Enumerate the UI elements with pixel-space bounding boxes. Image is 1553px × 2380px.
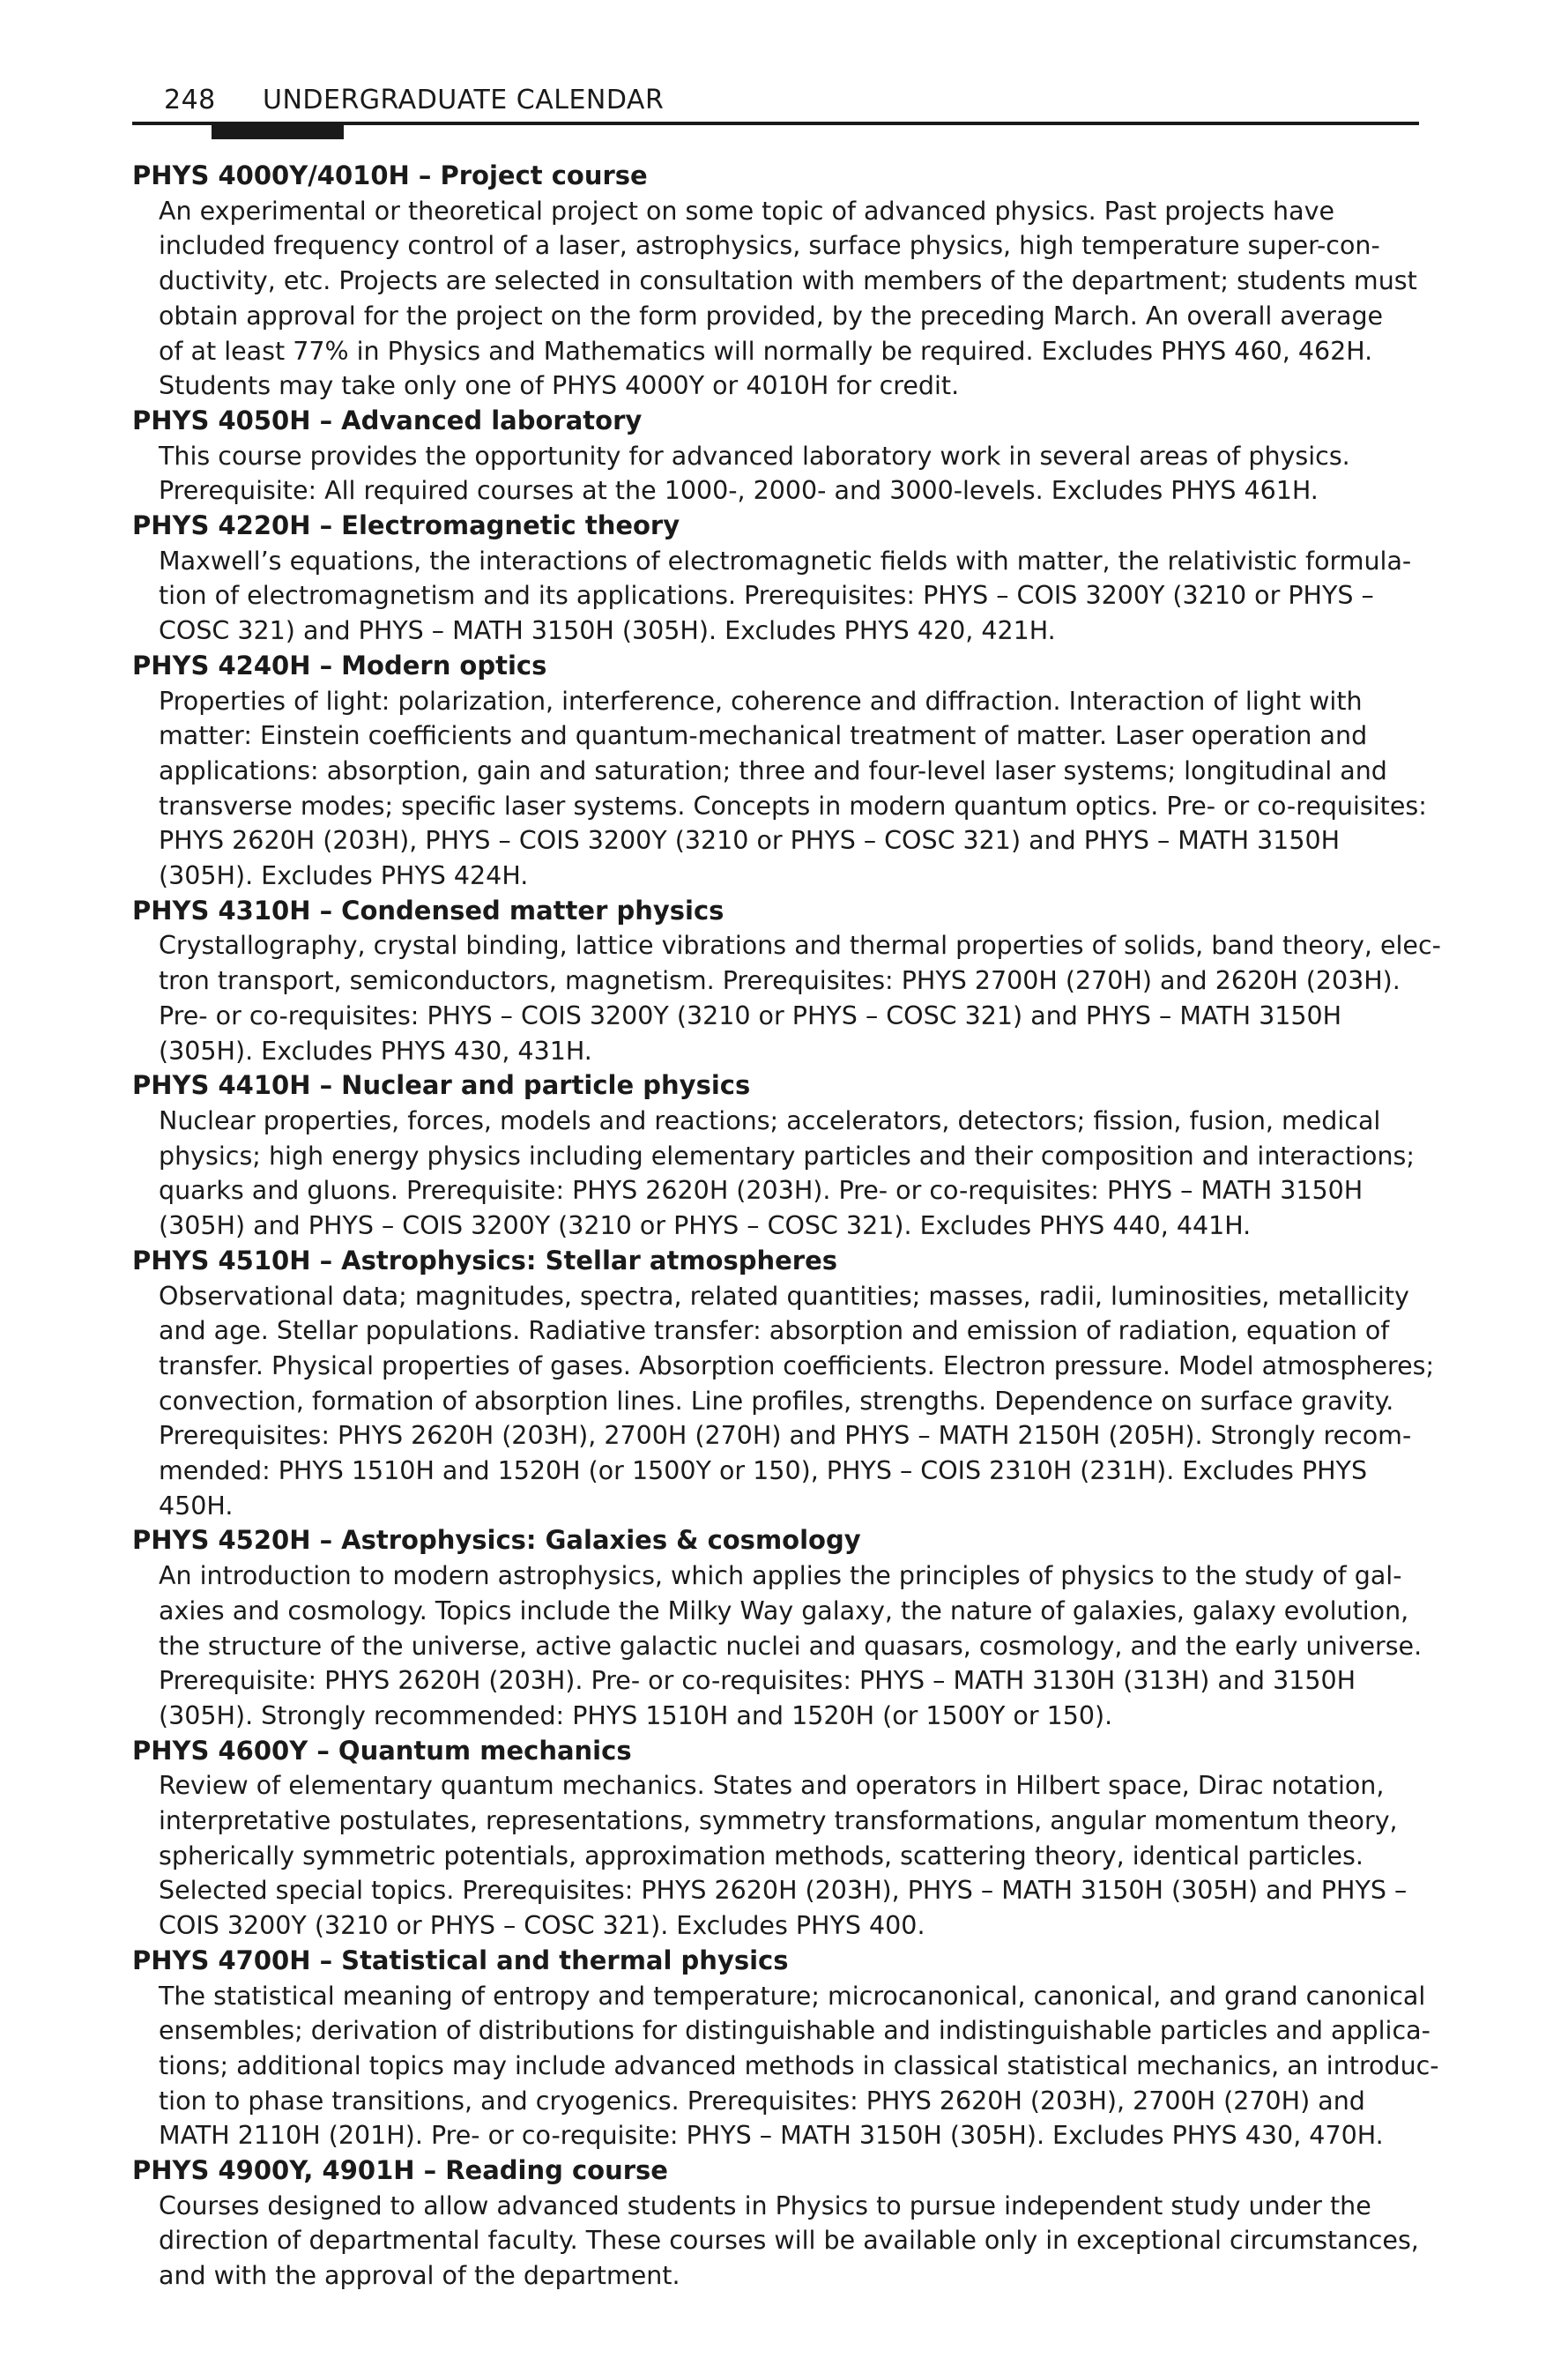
course-title: PHYS 4410H – Nuclear and particle physics <box>132 1070 751 1101</box>
description-line: Nuclear properties, forces, models and reactions; accelerators, detectors; fission, fusion, medical <box>159 1105 1381 1135</box>
description-line: physics; high energy physics including elementary particles and their composition and interactions; <box>159 1141 1415 1171</box>
description-line: interpretative postulates, representations, symmetry transformations, angular momentum theory, <box>159 1806 1398 1836</box>
description-line: An experimental or theoretical project on some topic of advanced physics. Past projects have <box>159 196 1334 226</box>
description-line: transfer. Physical properties of gases. Absorption coefficients. Electron pressure. Model atmospheres; <box>159 1350 1435 1380</box>
description-line: of at least 77% in Physics and Mathematics will normally be required. Excludes PHYS 460, 462H. <box>159 336 1373 366</box>
description-line: 450H. <box>159 1491 234 1521</box>
course-title: PHYS 4240H – Modern optics <box>132 650 547 681</box>
course-title: PHYS 4700H – Statistical and thermal physics <box>132 1945 789 1975</box>
description-line: Crystallography, crystal binding, lattice vibrations and thermal properties of solids, band theory, elec- <box>159 931 1441 961</box>
description-line: and with the approval of the department. <box>159 2261 680 2291</box>
course-entry <box>132 159 1419 404</box>
description-line: (305H). Excludes PHYS 430, 431H. <box>159 1036 592 1066</box>
page-header <box>132 79 1419 129</box>
description-line: tion to phase transitions, and cryogenics. Prerequisites: PHYS 2620H (203H), 2700H (270H) and <box>159 2086 1365 2116</box>
description-line: (305H). Excludes PHYS 424H. <box>159 861 529 891</box>
description-line: An introduction to modern astrophysics, which applies the principles of physics to the study of gal- <box>159 1561 1402 1591</box>
description-line: convection, formation of absorption lines. Line profiles, strengths. Dependence on surface gravity. <box>159 1386 1394 1416</box>
course-description <box>132 1279 1435 1524</box>
course-list <box>132 159 1441 2294</box>
course-title: PHYS 4900Y, 4901H – Reading course <box>132 2155 668 2186</box>
description-line: mended: PHYS 1510H and 1520H (or 1500Y or 150), PHYS – COIS 2310H (231H). Excludes PHYS <box>159 1456 1368 1486</box>
description-line: transverse modes; specific laser systems. Concepts in modern quantum optics. Pre- or co-requisites: <box>159 791 1427 821</box>
course-title: PHYS 4510H – Astrophysics: Stellar atmospheres <box>132 1245 838 1276</box>
description-line: included frequency control of a laser, astrophysics, surface physics, high temperature super-con- <box>159 231 1380 261</box>
course-entry <box>132 894 1441 1069</box>
course-title: PHYS 4220H – Electromagnetic theory <box>132 510 680 541</box>
description-line: quarks and gluons. Prerequisite: PHYS 2620H (203H). Pre- or co-requisites: PHYS – MATH 3150H <box>159 1176 1364 1206</box>
course-title: PHYS 4520H – Astrophysics: Galaxies & cosmology <box>132 1525 861 1556</box>
course-entry <box>132 1244 1435 1524</box>
course-title: PHYS 4310H – Condensed matter physics <box>132 895 724 926</box>
description-line: Properties of light: polarization, interference, coherence and diffraction. Interaction of light with <box>159 686 1363 716</box>
course-description <box>132 1558 1423 1734</box>
course-description <box>132 544 1419 649</box>
description-line: tion of electromagnetism and its applications. Prerequisites: PHYS – COIS 3200Y (3210 or PHYS – <box>159 581 1374 611</box>
course-entry <box>132 1734 1419 1944</box>
course-entry <box>132 509 1419 649</box>
description-line: COIS 3200Y (3210 or PHYS – COSC 321). Excludes PHYS 400. <box>159 1911 925 1941</box>
course-description <box>132 2189 1419 2294</box>
description-line: tron transport, semiconductors, magnetism. Prerequisites: PHYS 2700H (270H) and 2620H (203H). <box>159 966 1401 996</box>
description-line: ensembles; derivation of distributions for distinguishable and indistinguishable particles and applica- <box>159 2016 1430 2046</box>
course-description <box>132 1979 1439 2154</box>
description-line: Selected special topics. Prerequisites: PHYS 2620H (203H), PHYS – MATH 3150H (305H) and PHYS – <box>159 1876 1408 1906</box>
course-title: PHYS 4000Y/4010H – Project course <box>132 160 648 190</box>
description-line: tions; additional topics may include advanced methods in classical statistical mechanics, an introduc- <box>159 2050 1439 2080</box>
description-line: MATH 2110H (201H). Pre- or co-requisite: PHYS – MATH 3150H (305H). Excludes PHYS 430, 470H. <box>159 2121 1384 2151</box>
description-line: Prerequisite: All required courses at the 1000-, 2000- and 3000-levels. Excludes PHYS 461H. <box>159 476 1319 506</box>
course-description <box>132 1104 1419 1244</box>
description-line: Students may take only one of PHYS 4000Y or 4010H for credit. <box>159 371 960 401</box>
course-entry <box>132 1523 1423 1733</box>
description-line: obtain approval for the project on the form provided, by the preceding March. An overall average <box>159 301 1384 331</box>
description-line: PHYS 2620H (203H), PHYS – COIS 3200Y (3210 or PHYS – COSC 321) and PHYS – MATH 3150H <box>159 826 1341 856</box>
course-title: PHYS 4600Y – Quantum mechanics <box>132 1735 632 1766</box>
description-line: Prerequisites: PHYS 2620H (203H), 2700H (270H) and PHYS – MATH 2150H (205H). Strongly recom- <box>159 1421 1412 1451</box>
description-line: matter: Einstein coefficients and quantum-mechanical treatment of matter. Laser operation and <box>159 721 1368 751</box>
course-entry <box>132 1944 1439 2153</box>
running-title: UNDERGRADUATE CALENDAR <box>263 85 665 115</box>
description-line: Observational data; magnitudes, spectra, related quantities; masses, radii, luminosities, metallicity <box>159 1281 1409 1311</box>
course-description <box>132 684 1427 894</box>
course-entry <box>132 1068 1419 1244</box>
description-line: Prerequisite: PHYS 2620H (203H). Pre- or co-requisites: PHYS – MATH 3130H (313H) and 3150H <box>159 1666 1356 1696</box>
description-line: the structure of the universe, active galactic nuclei and quasars, cosmology, and the early universe. <box>159 1631 1423 1661</box>
header-tab <box>212 122 344 139</box>
course-entry <box>132 2153 1419 2294</box>
course-description <box>132 439 1419 509</box>
description-line: (305H) and PHYS – COIS 3200Y (3210 or PHYS – COSC 321). Excludes PHYS 440, 441H. <box>159 1211 1252 1241</box>
description-line: This course provides the opportunity for advanced laboratory work in several areas of physics. <box>159 441 1350 471</box>
course-entry <box>132 649 1427 894</box>
course-description <box>132 194 1419 404</box>
page-number: 248 <box>164 85 216 115</box>
description-line: Maxwell’s equations, the interactions of electromagnetic fields with matter, the relativistic formula- <box>159 546 1412 576</box>
description-line: The statistical meaning of entropy and temperature; microcanonical, canonical, and grand canonical <box>159 1981 1426 2011</box>
course-title: PHYS 4050H – Advanced laboratory <box>132 405 643 435</box>
description-line: direction of departmental faculty. These courses will be available only in exceptional circumstances, <box>159 2226 1419 2256</box>
description-line: applications: absorption, gain and saturation; three and four-level laser systems; longitudinal and <box>159 755 1387 785</box>
course-description <box>132 928 1441 1068</box>
description-line: and age. Stellar populations. Radiative transfer: absorption and emission of radiation, equation of <box>159 1316 1390 1346</box>
course-entry <box>132 404 1419 509</box>
description-line: spherically symmetric potentials, approximation methods, scattering theory, identical particles. <box>159 1841 1364 1871</box>
description-line: axies and cosmology. Topics include the Milky Way galaxy, the nature of galaxies, galaxy evolution, <box>159 1595 1409 1625</box>
description-line: Review of elementary quantum mechanics. States and operators in Hilbert space, Dirac notation, <box>159 1771 1385 1801</box>
description-line: Courses designed to allow advanced students in Physics to pursue independent study under the <box>159 2190 1371 2220</box>
description-line: (305H). Strongly recommended: PHYS 1510H and 1520H (or 1500Y or 150). <box>159 1700 1113 1730</box>
course-description <box>132 1768 1419 1944</box>
description-line: ductivity, etc. Projects are selected in consultation with members of the department; students must <box>159 266 1417 296</box>
description-line: COSC 321) and PHYS – MATH 3150H (305H). Excludes PHYS 420, 421H. <box>159 616 1056 646</box>
description-line: Pre- or co-requisites: PHYS – COIS 3200Y (3210 or PHYS – COSC 321) and PHYS – MATH 3150H <box>159 1000 1342 1030</box>
